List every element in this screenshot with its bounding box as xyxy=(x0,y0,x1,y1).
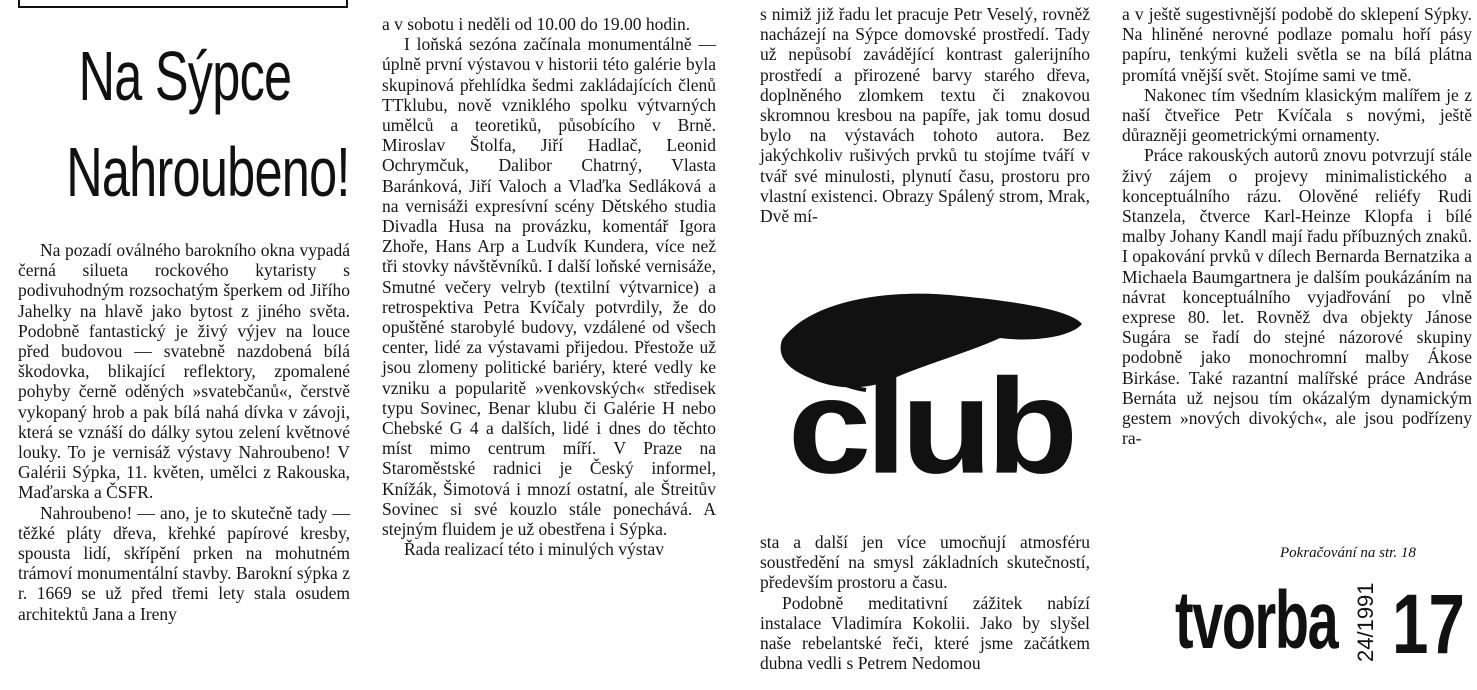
column-2 xyxy=(382,14,716,559)
col2-paragraph-3: Řada realizací této i minulých výstav xyxy=(404,539,664,560)
col3-paragraph-3: Podobně meditativní zážitek nabízí instalace Vladimíra Kokolii. Jako by slyšel naše rebelantské řeči, které jsme začátkem dubna vedli s Petrem Nedomou xyxy=(760,592,1090,674)
col1-paragraph-1: Na pozadí oválného barokního okna vypadá černá silueta rockového kytaristy s podivuhodným rozsochatým šperkem od Jiřího Jahelky na hlavě jako bytost z jiného světa. Podobně fantastický je živý výjev na louce před budovou — svatebně nazdobená bílá škodovka, blikající reflektory, zpomalené pohyby černě oděných »svatebčanů«, čerstvě vykopaný hrob a pak bílá nahá dívka v závoji, která se vznáší do dálky sytou zelení květnové louky. To je vernisáž výstavy Nahroubeno! V Galérii Sýpka, 11. květen, umělci z Rakouska, Maďarska a ČSFR. xyxy=(18,240,350,503)
club-logo-text: club xyxy=(787,351,1073,502)
col1-paragraph-2: Nahroubeno! — ano, je to skutečně tady — těžké pláty dřeva, křehké papírové kresby, spousta lidí, skřípění prken na mohutném trámoví monumentální stavby. Barokní sýpka z r. 1669 se už před třemi lety stala osudem architektů Jana a Ireny xyxy=(18,502,350,624)
magazine-name: tvorba xyxy=(1175,575,1338,666)
col4-paragraph-1: a v ještě sugestivnější podobě do sklepení Sýpky. Na hliněné nerovné podlaze pomalu hoří pásy papíru, tenkými kuželi světla se na bílá plátna promítá vnější svět. Stojíme sami ve tmě. xyxy=(1122,4,1472,85)
column-4 xyxy=(1122,4,1472,448)
column-1 xyxy=(18,240,350,624)
col4-paragraph-3: Práce rakouských autorů znovu potvrzují stále živý zájem o projevy minimalistického a konceptuálního rázu. Olověné reliéfy Rudi Stanzela, čtverce Karl-Heinze Klopfa i bílé malby Johany Kandl mají řadu příbuzných znaků. I opakování prvků v dílech Bernarda Bernatzika a Michaela Baumgartnera je dalším poukázáním na návrat konceptuálního vyjadřování po vlně exprese 80. let. Rovněž dva objekty Jánose Sugára se řadí do stejné názorové skupiny podobně jako monochromní malby Ákose Birkáse. Také razantní malířské práce Andráse Bernáta už nejsou tím okázalým dynamickým gestem »nových divokých«, ale jsou podřízeny ra- xyxy=(1122,145,1472,449)
col2-paragraph-1: a v sobotu i neděli od 10.00 do 19.00 hodin. xyxy=(382,14,691,34)
issue-number: 24/1991 xyxy=(1353,582,1378,662)
col2-paragraph-2: I loňská sezóna začínala monumentálně — úplně první výstavou v historii této galérie byla skupinová přehlídka šedmi zakládajících členů TTklubu, nově vzniklého spolku výtvarných umělců a teoretiků, působícího v Brně. Miroslav Štolfa, Jiří Hadlač, Leonid Ochrymčuk, Dalibor Chatrný, Vlasta Baránková, Jiří Valoch a Vlaďka Sedláková a na vernisáži expresívní scény Dětského studia Divadla Husa na provázku, komentář Igora Zhoře, Hans Arp a Ludvík Kundera, více než tři stovky návštěvníků. I další loňské vernisáže, Smutné večery velryb (textilní výtvarnice) a retrospektiva Petra Kvíčaly potvrdily, že do opuštěné starobylé budovy, vzdálené od všech center, lidé za výstavami přijedou. Přestože už jsou zlomeny politické bariéry, které vedly ke vzniku a popularitě »venkovských« středisek typu Sovinec, Benar klubu či Galérie H nebo Chebské G 4 a dalších, lidé i dnes do těchto míst mimo centrum míří. V Praze na Staroměstské radnici je Český informel, Knížák, Šimotová i mnozí ostatní, ale Štreitův Sovinec si své kouzlo stále ponechává. A stejným fluidem je už obestřena i Sýpka. xyxy=(382,34,716,540)
headline-line-2: Nahroubeno! xyxy=(66,133,350,211)
page-number: 17 xyxy=(1392,577,1465,671)
column-3-top xyxy=(760,4,1090,226)
col3-paragraph-1: s nimiž již řadu let pracuje Petr Veselý, rovněž nacházejí na Sýpce domovské prostředí. Tady už nepůsobí zavádějící kontrast galerijního prostředí a přirozené barvy starého dřeva, doplněného zlomkem textu či znakovou skromnou kresbou na papíře, jak tomu dosud bylo na výstavách tohoto autora. Bez jakýchkoliv rušivých prvků tu stojíme tváří v tvář své minulosti, plynutí času, prostoru pro vlastní existenci. Obrazy Spálený strom, Mrak, Dvě mí- xyxy=(760,4,1090,227)
top-frame-box xyxy=(18,0,348,8)
club-logo-image xyxy=(770,280,1090,520)
headline-line-1: Na Sýpce xyxy=(78,37,292,115)
continuation-note: Pokračování na str. 18 xyxy=(1280,545,1416,561)
column-3-bottom xyxy=(760,532,1090,673)
article-headline xyxy=(66,28,350,220)
col3-paragraph-2: sta a další jen více umocňují atmosféru soustředění na smysl základních skutečností, především prostoru a času. xyxy=(760,532,1090,593)
col4-paragraph-2: Nakonec tím všedním klasickým malířem je z naší čtveřice Petr Kvíčala s novými, ještě důrazněji geometrickými ornamenty. xyxy=(1122,84,1472,146)
